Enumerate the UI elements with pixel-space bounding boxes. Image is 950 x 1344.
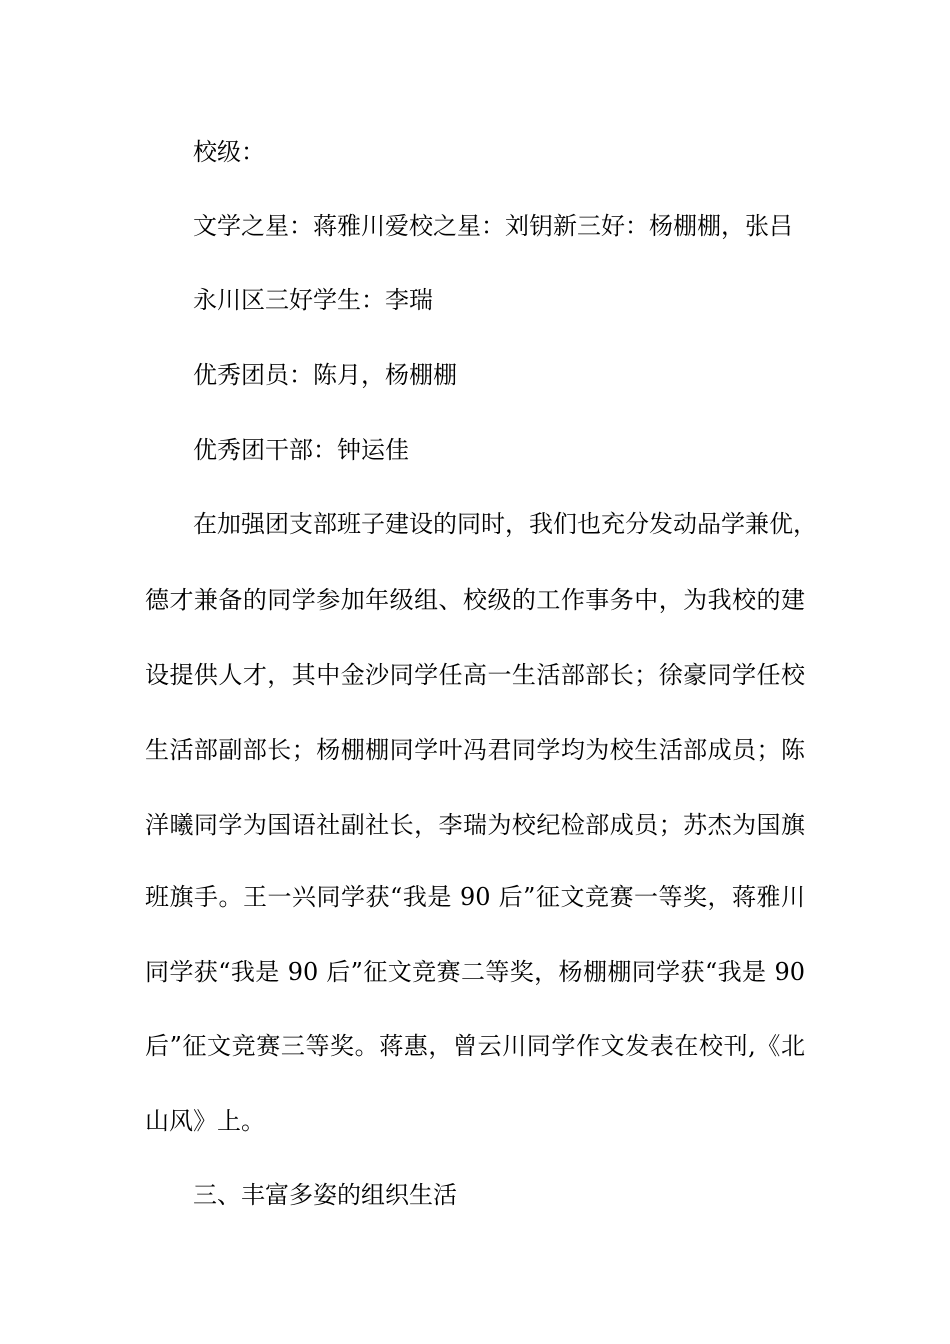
text-line-paragraph: 生活部副部长；杨棚棚同学叶冯君同学均为校生活部成员；陈 xyxy=(145,736,805,764)
text-line-district-merit-student: 永川区三好学生：李瑞 xyxy=(193,286,433,314)
text-line-paragraph-end: 山风》上。 xyxy=(145,1107,265,1135)
text-line-excellent-members: 优秀团员：陈月，杨棚棚 xyxy=(193,361,457,389)
text-line-paragraph: 同学获“我是 90 后”征文竞赛二等奖，杨棚棚同学获“我是 90 xyxy=(145,958,805,986)
text-line-excellent-cadre: 优秀团干部：钟运佳 xyxy=(193,436,409,464)
text-line-paragraph: 德才兼备的同学参加年级组、校级的工作事务中，为我校的建 xyxy=(145,586,805,614)
text-line-paragraph-start: 在加强团支部班子建设的同时，我们也充分发动品学兼优， xyxy=(193,510,817,538)
text-line-award-stars: 文学之星：蒋雅川爱校之星：刘钥新三好：杨棚棚，张吕 xyxy=(193,212,793,240)
text-line-paragraph: 设提供人才，其中金沙同学任高一生活部部长；徐豪同学任校 xyxy=(145,661,805,689)
text-line-school-level-heading: 校级： xyxy=(193,138,265,166)
text-line-paragraph: 后”征文竞赛三等奖。蒋惠，曾云川同学作文发表在校刊,《北 xyxy=(145,1032,805,1060)
text-line-paragraph: 洋曦同学为国语社副社长，李瑞为校纪检部成员；苏杰为国旗 xyxy=(145,811,805,839)
text-line-paragraph: 班旗手。王一兴同学获“我是 90 后”征文竞赛一等奖，蒋雅川 xyxy=(145,883,805,911)
section-heading: 三、丰富多姿的组织生活 xyxy=(193,1181,457,1209)
